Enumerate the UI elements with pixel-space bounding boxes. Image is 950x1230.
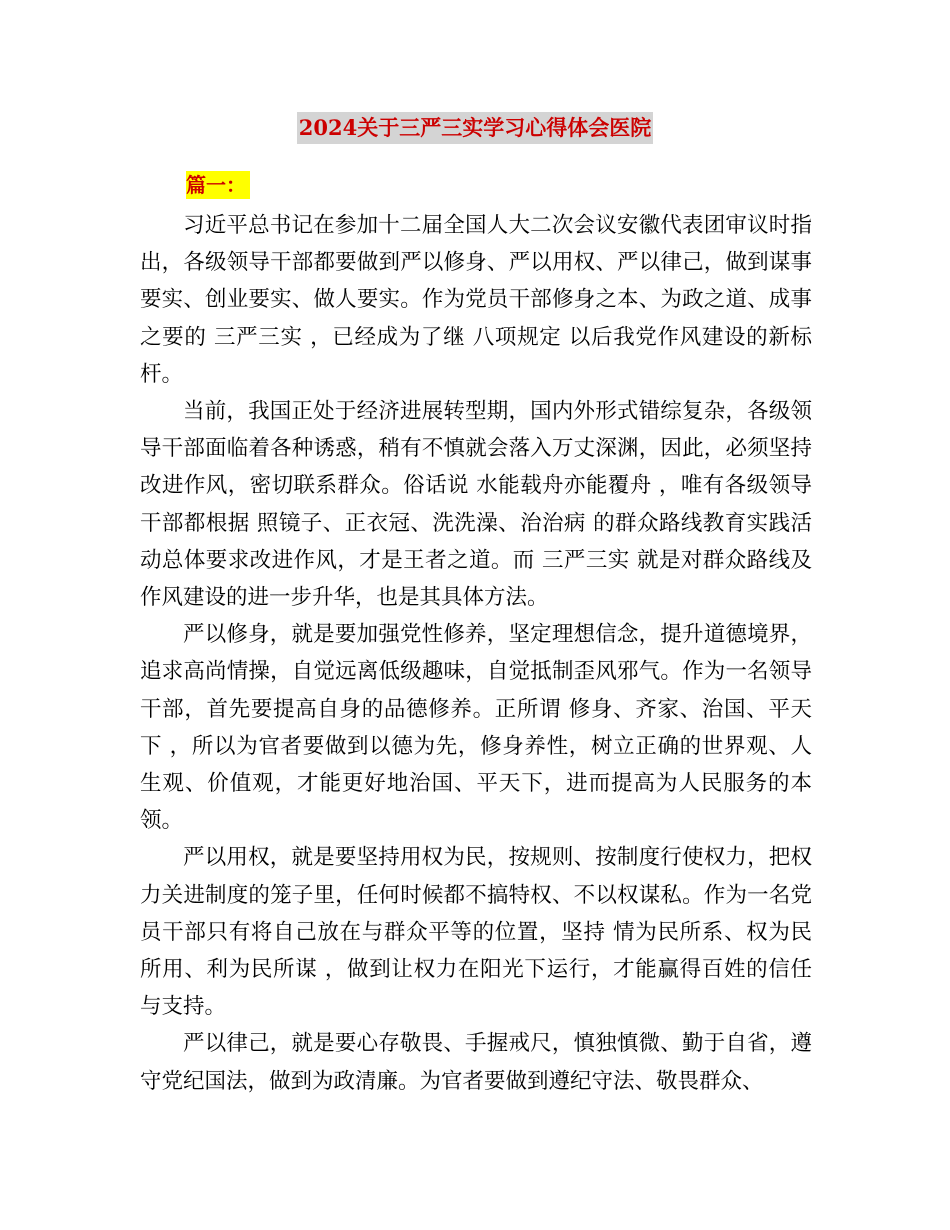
title-container — [0, 112, 950, 144]
paragraph-2: 当前，我国正处于经济进展转型期，国内外形式错综复杂，各级领导干部面临着各种诱惑，稍有不慎就会落入万丈深渊，因此，必须坚持改进作风，密切联系群众。俗话说 水能载舟亦能覆舟 ，唯有各级领导干部都根据 照镜子、正衣冠、洗洗澡、治治病 的群众路线教育实践活动总体要求改进作风，才是王者之道。而 三严三实 就是对群众路线及作风建设的进一步升华，也是其具体方法。 — [140, 399, 812, 611]
paragraph-4: 严以用权，就是要坚持用权为民，按规则、按制度行使权力，把权力关进制度的笼子里，任何时候都不搞特权、不以权谋私。作为一名党员干部只有将自己放在与群众平等的位置，坚持 情为民所系、权为民所用、利为民所谋 ，做到让权力在阳光下运行，才能赢得百姓的信任与支持。 — [140, 845, 812, 1020]
document-title: 2024关于三严三实学习心得体会医院 — [297, 112, 653, 144]
section-heading: 篇一： — [186, 171, 250, 199]
paragraph-1: 习近平总书记在参加十二届全国人大二次会议安徽代表团审议时指出，各级领导干部都要做到严以修身、严以用权、严以律己，做到谋事要实、创业要实、做人要实。作为党员干部修身之本、为政之道、成事之要的 三严三实 ，已经成为了继 八项规定 以后我党作风建设的新标杆。 — [140, 213, 812, 387]
document-body — [140, 207, 812, 1100]
paragraph-3: 严以修身，就是要加强党性修养，坚定理想信念，提升道德境界，追求高尚情操，自觉远离低级趣味，自觉抵制歪风邪气。作为一名领导干部，首先要提高自身的品德修养。正所谓 修身、齐家、治国、平天下 ，所以为官者要做到以德为先，修身养性，树立正确的世界观、人生观、价值观，才能更好地治国、平天下，进而提高为人民服务的本领。 — [140, 622, 812, 834]
paragraph-5: 严以律己，就是要心存敬畏、手握戒尺，慎独慎微、勤于自省，遵守党纪国法，做到为政清廉。为官者要做到遵纪守法、敬畏群众、 — [140, 1031, 812, 1094]
